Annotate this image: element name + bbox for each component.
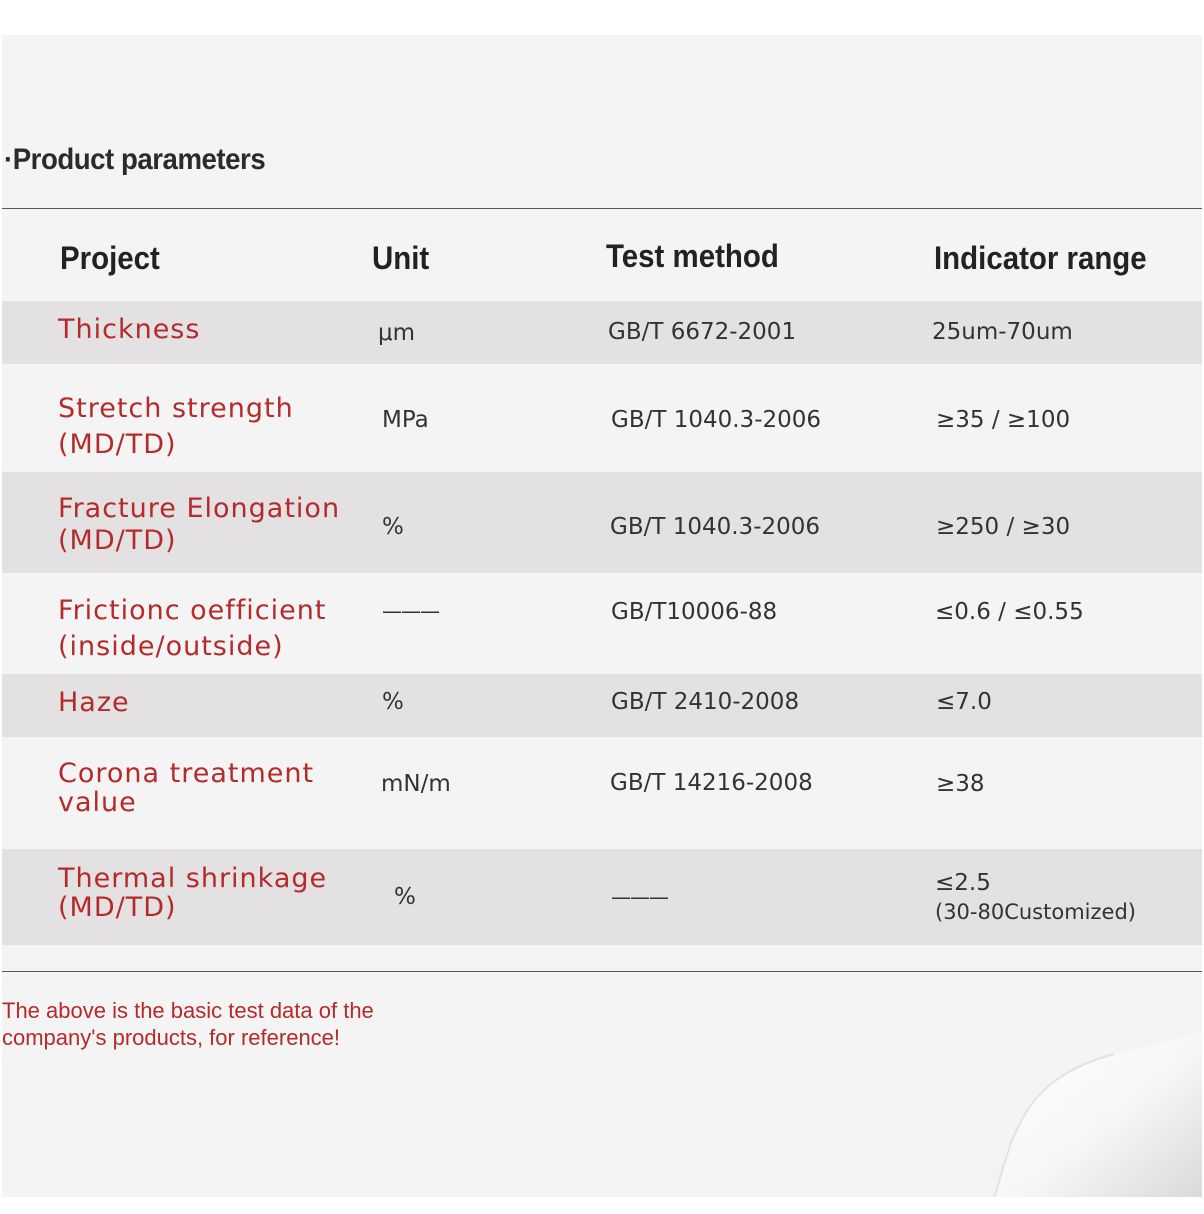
table-row [2,301,1202,364]
test-method-value: GB/T 6672-2001 [608,319,797,345]
parameters-page [2,35,1202,1197]
unit-value: mN/m [381,771,451,797]
project-name: Corona treatment value [58,758,315,818]
page-title: ·Product parameters [4,143,266,176]
table-row [2,674,1202,737]
indicator-range-value: 25um-70um [932,319,1073,345]
indicator-range-value: ≤7.0 [936,689,992,715]
table-row [2,573,1202,674]
page-curl-decoration [874,959,1202,1197]
table-row [2,472,1202,573]
unit-value: % [394,884,416,910]
test-method-value: GB/T10006-88 [611,599,778,625]
unit-value: % [382,689,404,715]
test-method-value: GB/T 1040.3-2006 [611,407,822,433]
test-method-value: ——— [611,885,668,909]
test-method-value: GB/T 2410-2008 [611,689,800,715]
column-header-indicator-range: Indicator range [934,240,1147,276]
column-header-project: Project [60,240,160,276]
unit-value: ——— [382,599,439,623]
top-divider [2,208,1202,209]
test-method-value: GB/T 14216-2008 [610,770,813,796]
project-name: Frictionc oefficient (inside/outside) [58,595,327,662]
indicator-range-value: ≤2.5 (30-80Customized) [935,870,1136,924]
indicator-range-value: ≤0.6 / ≤0.55 [935,599,1084,625]
test-method-value: GB/T 1040.3-2006 [610,514,821,540]
project-name: Haze [58,687,130,718]
table-row [2,849,1202,945]
project-name: Thickness [58,314,201,345]
project-name: Thermal shrinkage (MD/TD) [58,863,328,923]
unit-value: MPa [382,407,429,433]
project-name: Stretch strength (MD/TD) [58,393,294,460]
footnote: The above is the basic test data of the company's products, for reference! [2,998,374,1050]
indicator-range-value: ≥250 / ≥30 [936,514,1071,540]
indicator-range-value: ≥38 [936,771,985,797]
project-name: Fracture Elongation (MD/TD) [58,493,341,556]
column-header-unit: Unit [372,240,430,276]
column-header-test-method: Test method [606,238,779,274]
unit-value: % [382,514,404,540]
table-row [2,737,1202,849]
table-row [2,364,1202,472]
unit-value: μm [378,320,416,346]
indicator-range-value: ≥35 / ≥100 [936,407,1071,433]
